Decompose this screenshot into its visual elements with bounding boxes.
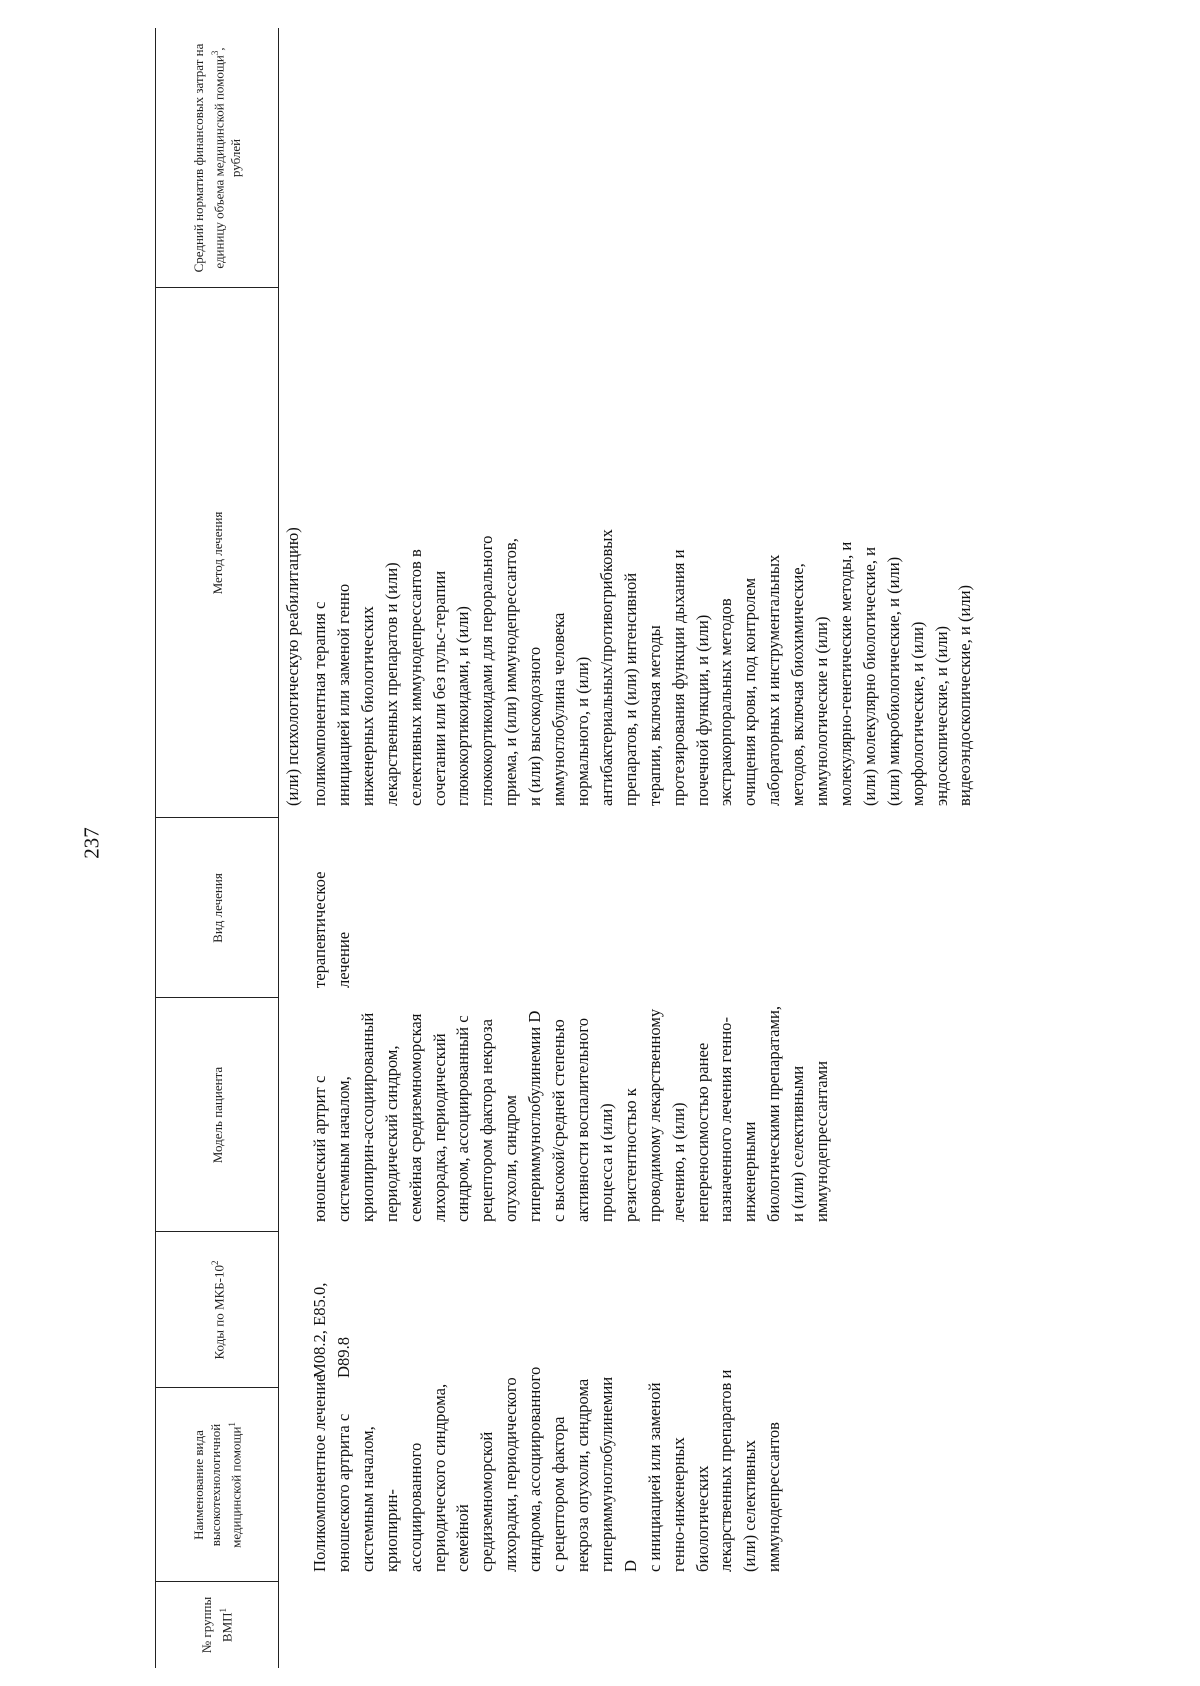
method-line: препаратов, и (или) интенсивной xyxy=(620,572,640,806)
model-line: проводимому лекарственному xyxy=(644,1008,664,1222)
method-line: очищения крови, под контролем xyxy=(740,577,760,806)
header-method-label: Метод лечения xyxy=(209,511,225,595)
name-line: системным началом, xyxy=(357,1426,377,1572)
model-line: синдром, ассоциированный с xyxy=(453,1015,473,1222)
header-method xyxy=(162,288,272,818)
page-number: 237 xyxy=(79,827,104,859)
footnote-mark: 3 xyxy=(209,50,220,56)
method-line: приема, и (или) иммунодепрессантов, xyxy=(501,538,521,806)
codes-line: D89.8 xyxy=(333,1336,353,1378)
name-line: лекарственных препаратов и xyxy=(716,1369,736,1572)
name-line: юношеского артрита с xyxy=(333,1413,353,1572)
method-line: поликомпонентная терапия с xyxy=(310,601,329,806)
model-line: лечению, и (или) xyxy=(668,1102,688,1222)
header-codes-label: Коды по МКБ-10 xyxy=(211,1265,227,1360)
model-line: гипериммуноглобулинемии D xyxy=(525,1010,545,1222)
method-line: терапии, включая методы xyxy=(644,625,664,806)
name-line: Поликомпонентное лечение xyxy=(310,1374,329,1572)
carryover-text xyxy=(281,527,305,806)
method-line: почечной функции, и (или) xyxy=(692,614,712,806)
footnote-mark: 2 xyxy=(209,1260,220,1266)
method-line: (или) молекулярно биологические, и xyxy=(859,546,879,806)
method-line: глюкокортикоидами для перорального xyxy=(477,535,497,806)
header-model-label: Модель пациента xyxy=(209,1066,225,1164)
type-line: терапевтическое xyxy=(310,871,329,988)
method-line: иммунологические и (или) xyxy=(812,616,832,806)
name-line: семейной xyxy=(453,1504,473,1572)
header-codes xyxy=(162,1232,272,1388)
model-line: юношеский артрит с xyxy=(310,1075,329,1222)
rotated-table xyxy=(148,28,1148,1668)
model-line: семейная средиземноморская xyxy=(405,1013,425,1222)
method-line: антибактериальных/противогрибковых xyxy=(596,529,616,806)
name-line: биологических xyxy=(692,1465,712,1572)
method-line: видеоэндоскопические, и (или) xyxy=(955,584,975,806)
header-cost-label: Средний норматив финансовых затрат на единицу объема медицинской помощи xyxy=(190,43,227,273)
cell-model xyxy=(308,1006,834,1222)
header-cost-unit: , рублей xyxy=(211,47,244,178)
model-line: активности воспалительного xyxy=(572,1017,592,1222)
header-name xyxy=(162,1388,272,1582)
method-line: селективных иммунодепрессантов в xyxy=(405,549,425,806)
method-line: морфологические, и (или) xyxy=(907,621,927,806)
method-line: сочетании или без пульс-терапии xyxy=(429,570,449,806)
cell-name xyxy=(308,1367,786,1572)
model-line: периодический синдром, xyxy=(381,1045,401,1222)
name-line: иммунодепрессантов xyxy=(764,1422,784,1572)
model-line: процесса и (или) xyxy=(596,1103,616,1222)
name-line: лихорадки, периодического xyxy=(501,1377,521,1572)
name-line: генно-инженерных xyxy=(668,1437,688,1572)
method-line: нормального, и (или) xyxy=(572,656,592,806)
method-line: лабораторных и инструментальных xyxy=(764,554,784,806)
name-line: криопирин- xyxy=(381,1489,401,1572)
method-line: иммуноглобулина человека xyxy=(549,612,569,806)
header-cost xyxy=(162,36,272,280)
cell-method xyxy=(308,529,977,806)
name-line: (или) селективных xyxy=(740,1440,760,1572)
model-line: криопирин-ассоциированный xyxy=(357,1012,377,1222)
method-line: и (или) высокодозного xyxy=(525,646,545,806)
footnote-mark: 1 xyxy=(218,1607,229,1613)
header-bottom-rule xyxy=(278,28,279,1668)
table-top-rule xyxy=(155,28,156,1668)
footnote-mark: 1 xyxy=(226,1422,237,1427)
name-line: D xyxy=(620,1560,640,1572)
method-line: инженерных биологических xyxy=(357,606,377,806)
model-line: рецептором фактора некроза xyxy=(477,1019,497,1222)
model-line: иммунодепрессантами xyxy=(812,1060,832,1222)
method-line: глюкокортикоидами, и (или) xyxy=(453,606,473,806)
model-line: резистентностью к xyxy=(620,1088,640,1222)
name-line: некроза опухоли, синдрома xyxy=(572,1378,592,1572)
cell-type xyxy=(308,872,356,988)
model-line: и (или) селективными xyxy=(788,1065,808,1222)
name-line: с инициацией или заменой xyxy=(644,1382,664,1572)
method-line: протезирования функции дыхания и xyxy=(668,549,688,806)
type-line: лечение xyxy=(333,931,353,988)
method-line: инициацией или заменой генно xyxy=(333,583,353,806)
method-line: методов, включая биохимические, xyxy=(788,563,808,806)
header-group xyxy=(162,1582,272,1668)
header-type-label: Вид лечения xyxy=(209,873,225,943)
header-type xyxy=(162,818,272,998)
name-line: с рецептором фактора xyxy=(549,1416,569,1572)
header-group-label: № группы ВМП xyxy=(199,1596,235,1654)
cell-codes xyxy=(308,1283,356,1378)
name-line: ассоциированного xyxy=(405,1442,425,1572)
model-line: биологическими препаратами, xyxy=(764,1006,784,1222)
model-line: с высокой/средней степенью xyxy=(549,1019,569,1222)
header-model xyxy=(162,998,272,1232)
model-line: опухоли, синдром xyxy=(501,1094,521,1222)
name-line: синдрома, ассоциированного xyxy=(525,1366,545,1572)
method-line: экстракорпоральных методов xyxy=(716,598,736,806)
method-line: эндоскопические, и (или) xyxy=(931,625,951,806)
name-line: гипериммуноглобулинемии xyxy=(596,1376,616,1572)
model-line: системным началом, xyxy=(333,1076,353,1222)
name-line: периодического синдрома, xyxy=(429,1383,449,1572)
name-line: средиземноморской xyxy=(477,1431,497,1572)
method-line: лекарственных препаратов и (или) xyxy=(381,562,401,806)
header-name-label: Наименование вида высокотехнологичной медицинской помощи xyxy=(190,1423,244,1548)
model-line: лихорадка, периодический xyxy=(429,1033,449,1222)
model-line: инженерными xyxy=(740,1121,760,1222)
model-line: непереносимостью ранее xyxy=(692,1042,712,1222)
carryover-line: (или) психологическую реабилитацию) xyxy=(283,527,302,806)
method-line: молекулярно-генетические методы, и xyxy=(835,541,855,806)
method-line: (или) микробиологические, и (или) xyxy=(883,556,903,806)
model-line: назначенного лечения генно- xyxy=(716,1016,736,1222)
codes-line: M08.2, E85.0, xyxy=(310,1282,329,1378)
